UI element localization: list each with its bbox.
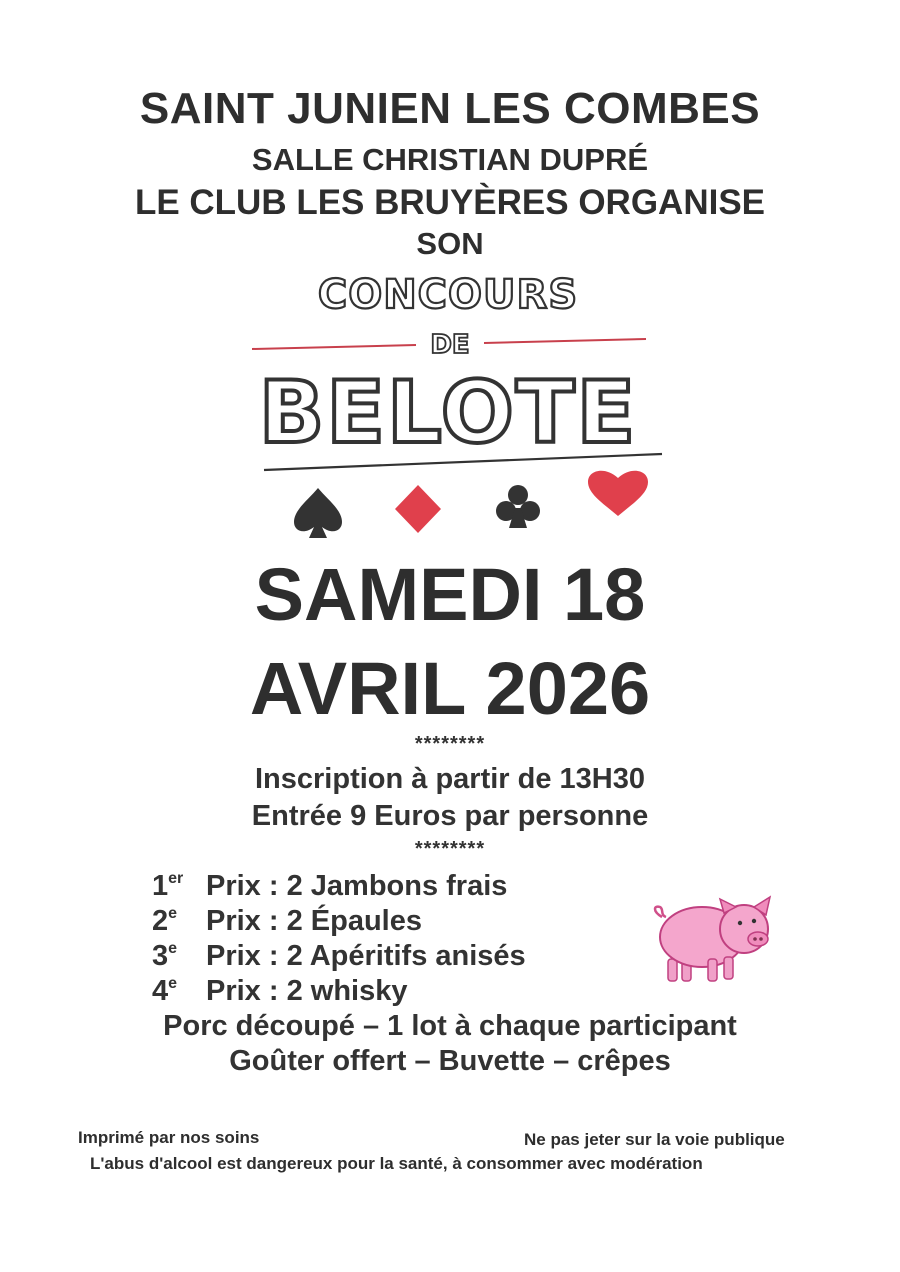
prize-text: Prix : 2 whisky bbox=[206, 975, 408, 1007]
prize-3: 3e Prix : 2 Apéritifs anisés bbox=[152, 940, 526, 972]
separator-top: ******** bbox=[414, 733, 486, 755]
no-litter-notice: Ne pas jeter sur la voie publique bbox=[524, 1130, 785, 1149]
title-concours: CONCOURS bbox=[317, 272, 579, 318]
title-rule-right bbox=[484, 339, 646, 343]
title-rule-left bbox=[252, 345, 416, 349]
prize-text: Prix : 2 Jambons frais bbox=[206, 870, 508, 902]
title-de: DE bbox=[430, 330, 470, 360]
club-heading: LE CLUB LES BRUYÈRES ORGANISE bbox=[134, 183, 766, 222]
venue-heading: SAINT JUNIEN LES COMBES bbox=[139, 84, 761, 133]
belote-title-graphic bbox=[240, 262, 670, 477]
pig-icon bbox=[650, 895, 785, 990]
title-belote: BELOTE bbox=[258, 363, 638, 463]
spade-icon bbox=[294, 488, 342, 538]
diamond-icon bbox=[395, 485, 441, 533]
prize-text: Prix : 2 Épaules bbox=[206, 905, 422, 937]
prize-2: 2e Prix : 2 Épaules bbox=[152, 905, 422, 937]
hall-heading: SALLE CHRISTIAN DUPRÉ bbox=[251, 142, 649, 177]
event-month-year: AVRIL 2026 bbox=[249, 647, 651, 730]
entry-fee: Entrée 9 Euros par personne bbox=[251, 800, 649, 832]
event-day: SAMEDI 18 bbox=[254, 553, 646, 636]
prize-4: 4e Prix : 2 whisky bbox=[152, 975, 408, 1007]
refreshments: Goûter offert – Buvette – crêpes bbox=[229, 1045, 671, 1077]
printed-notice: Imprimé par nos soins bbox=[78, 1128, 260, 1147]
prize-1: 1er Prix : 2 Jambons frais bbox=[152, 870, 508, 902]
separator-bottom: ******** bbox=[414, 838, 486, 860]
prize-text: Prix : 2 Apéritifs anisés bbox=[206, 940, 526, 972]
registration-time: Inscription à partir de 13H30 bbox=[254, 763, 645, 795]
club-icon bbox=[496, 485, 540, 528]
card-suits bbox=[280, 468, 660, 538]
heart-icon bbox=[588, 471, 648, 516]
participant-lot: Porc découpé – 1 lot à chaque participant bbox=[163, 1010, 737, 1042]
son-heading: SON bbox=[416, 226, 484, 261]
alcohol-warning: L'abus d'alcool est dangereux pour la santé, à consommer avec modération bbox=[90, 1154, 703, 1173]
